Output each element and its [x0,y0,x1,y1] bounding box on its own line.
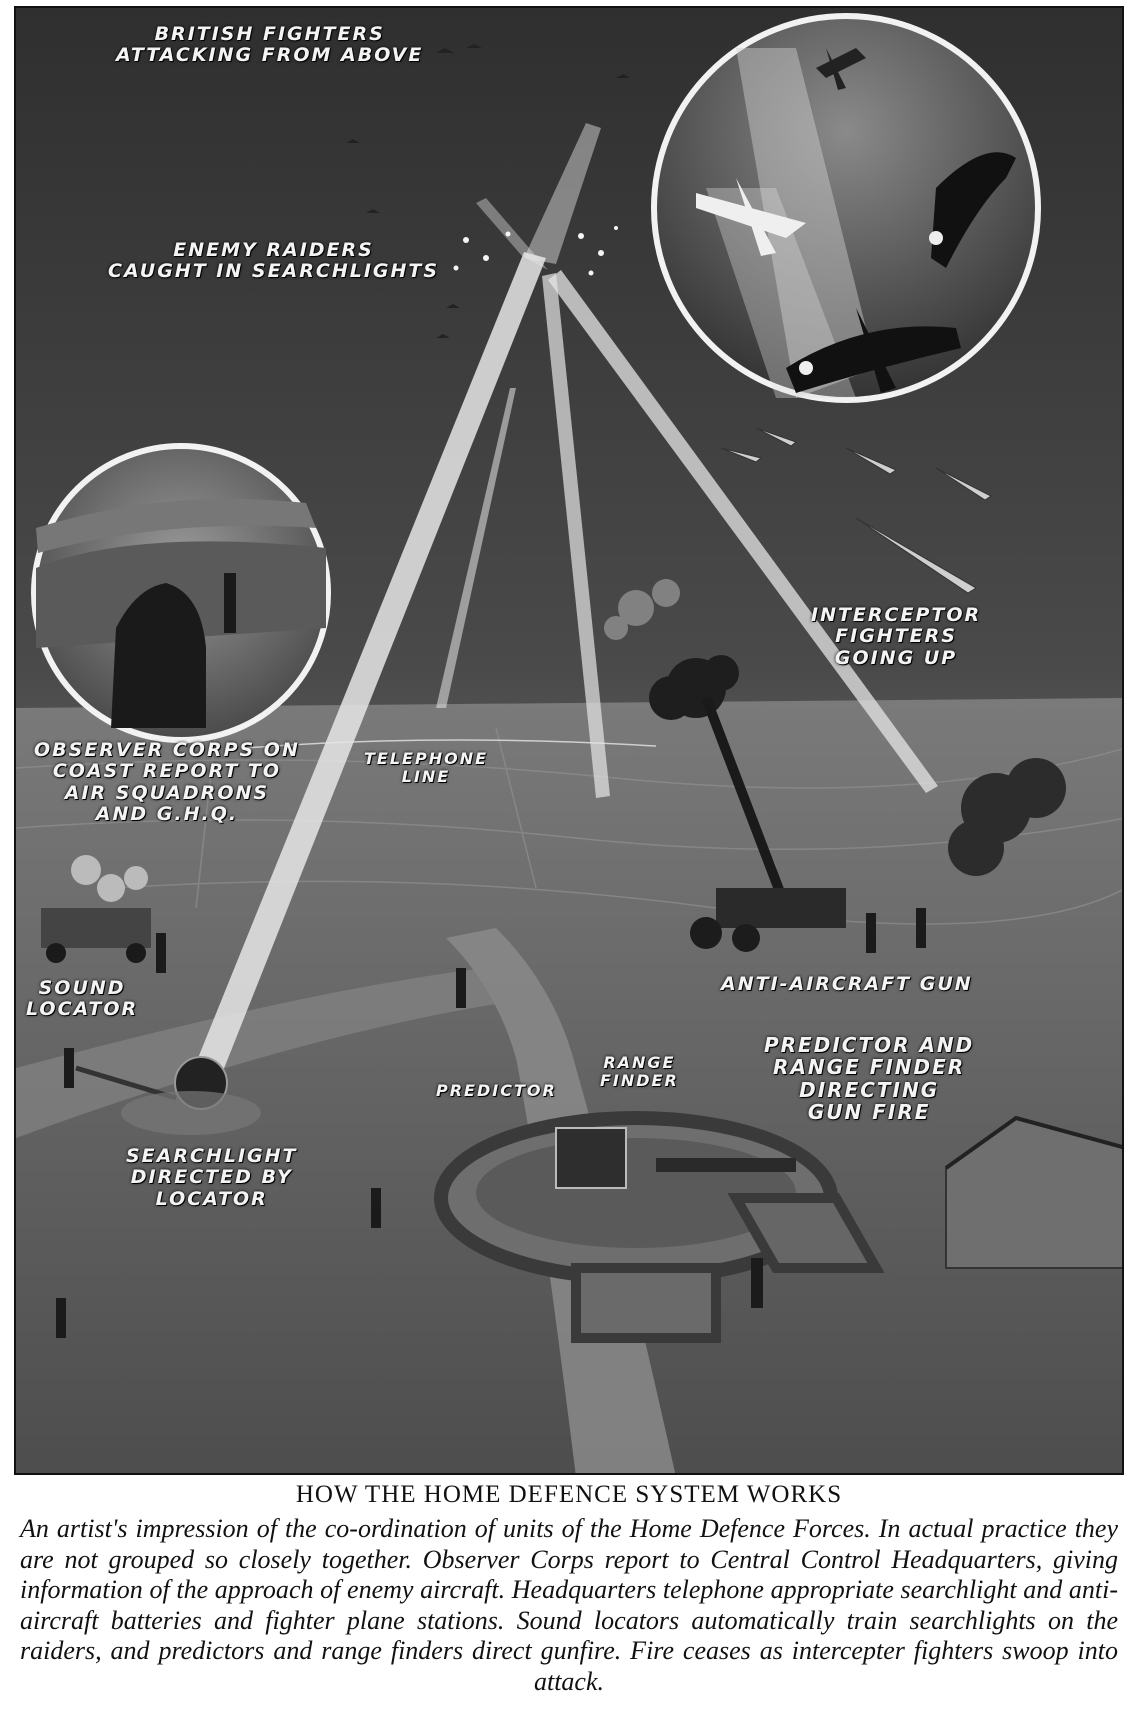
label-observer-corps: OBSERVER CORPS ON COAST REPORT TO AIR SQUADRONS AND G.H.Q. [34,739,300,825]
caption-title: HOW THE HOME DEFENCE SYSTEM WORKS [295,1481,843,1508]
label-interceptor-fighters: INTERCEPTOR FIGHTERS GOING UP [811,604,982,669]
label-enemy-raiders: ENEMY RAIDERS CAUGHT IN SEARCHLIGHTS [108,239,440,283]
label-british-fighters: BRITISH FIGHTERS ATTACKING FROM ABOVE [116,23,424,67]
label-range-finder: RANGE FINDER [600,1053,679,1090]
defence-illustration [14,6,1124,1475]
label-telephone-line: TELEPHONE LINE [364,749,489,786]
label-sound-locator: SOUND LOCATOR [26,977,139,1021]
caption-body: An artist's impression of the co-ordination of units of the Home Defence Forces. In actual practice they are not grouped so closely together. Observer Corps report to Central Control Headquarters, giving information of the approach of enemy aircraft. Headquarters telephone appropriate searchlight and anti-aircraft batteries and fighter plane stations. Sound locators automatically train searchlights on the raiders, and predictors and range finders direct gunfire. Fire ceases as intercepter fighters swoop into attack. [20,1514,1118,1696]
inset-observers [34,446,328,740]
label-predictor: PREDICTOR [436,1081,557,1100]
inset-dogfight [654,16,1038,400]
label-anti-aircraft-gun: ANTI-AIRCRAFT GUN [721,973,973,995]
figure-caption [14,1480,1124,1697]
label-predictor-and-range-finder: PREDICTOR AND RANGE FINDER DIRECTING GUN FIRE [764,1033,975,1125]
label-searchlight: SEARCHLIGHT DIRECTED BY LOCATOR [126,1145,298,1210]
